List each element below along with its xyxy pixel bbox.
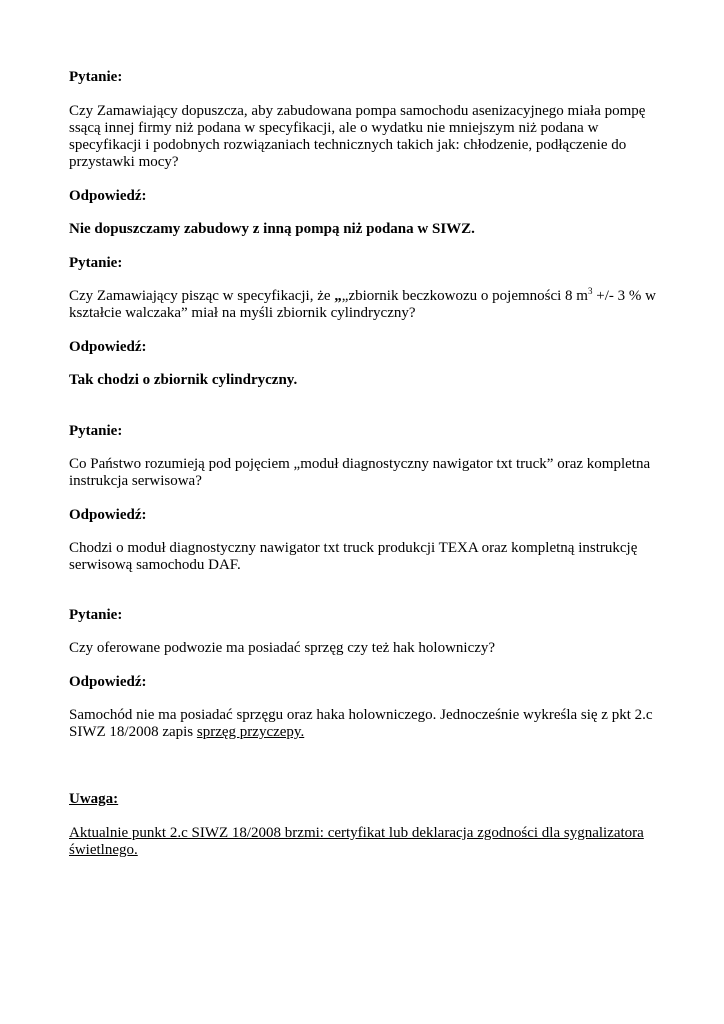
question-2-line-1 [69, 288, 656, 305]
question-2-superscript: 3 [587, 286, 593, 296]
question-2-quote-mark: „ [334, 288, 342, 304]
answer-4-line-2-start: SIWZ 18/2008 zapis [69, 724, 197, 740]
question-2-line-1-start: Czy Zamawiający pisząc w specyfikacji, że [69, 288, 335, 304]
question-2-line-1-end: +/- 3 % w [592, 288, 656, 304]
answer-3-heading: Odpowiedź: [69, 507, 147, 523]
question-1-line-3: specyfikacji i podobnych rozwiązaniach technicznych takich jak: chłodzenie, podłączenie do [69, 137, 627, 153]
question-1-line-1: Czy Zamawiający dopuszcza, aby zabudowana pompa samochodu asenizacyjnego miała pompę [69, 103, 646, 119]
note-line-1: Aktualnie punkt 2.c SIWZ 18/2008 brzmi: certyfikat lub deklaracja zgodności dla sygnalizatora [69, 825, 644, 841]
question-2-line-1-quote: „zbiornik beczkowozu o pojemności 8 m [341, 288, 588, 304]
answer-3-line-1: Chodzi o moduł diagnostyczny nawigator txt truck produkcji TEXA oraz kompletną instrukcję [69, 540, 638, 556]
question-4-heading: Pytanie: [69, 607, 123, 623]
answer-1-text: Nie dopuszczamy zabudowy z inną pompą niż podana w SIWZ. [69, 221, 475, 237]
question-3-line-1: Co Państwo rozumieją pod pojęciem „moduł diagnostyczny nawigator txt truck” oraz kompletna [69, 456, 651, 472]
answer-3-line-2: serwisową samochodu DAF. [69, 557, 241, 573]
question-2-heading: Pytanie: [69, 255, 123, 271]
note-line-2: świetlnego. [69, 842, 138, 858]
answer-2-heading: Odpowiedź: [69, 339, 147, 355]
answer-1-heading: Odpowiedź: [69, 188, 147, 204]
question-3-line-2: instrukcja serwisowa? [69, 473, 202, 489]
question-3-heading: Pytanie: [69, 423, 123, 439]
note-heading: Uwaga: [69, 791, 119, 807]
question-2-line-2: kształcie walczaka” miał na myśli zbiornik cylindryczny? [69, 305, 416, 321]
answer-4-removed-clause: sprzęg przyczepy. [196, 724, 305, 740]
answer-4-heading: Odpowiedź: [69, 674, 147, 690]
answer-4-line-2 [69, 724, 304, 741]
question-1-line-2: ssącą innej firmy niż podana w specyfikacji, ale o wydatku nie mniejszym niż podana w [69, 120, 599, 136]
answer-4-line-1: Samochód nie ma posiadać sprzęgu oraz haka holowniczego. Jednocześnie wykreśla się z pkt 2.c [69, 707, 653, 723]
answer-2-text: Tak chodzi o zbiornik cylindryczny. [69, 372, 298, 388]
question-1-line-4: przystawki mocy? [69, 154, 179, 170]
question-4-text: Czy oferowane podwozie ma posiadać sprzęg czy też hak holowniczy? [69, 640, 496, 656]
question-1-heading: Pytanie: [69, 69, 123, 85]
